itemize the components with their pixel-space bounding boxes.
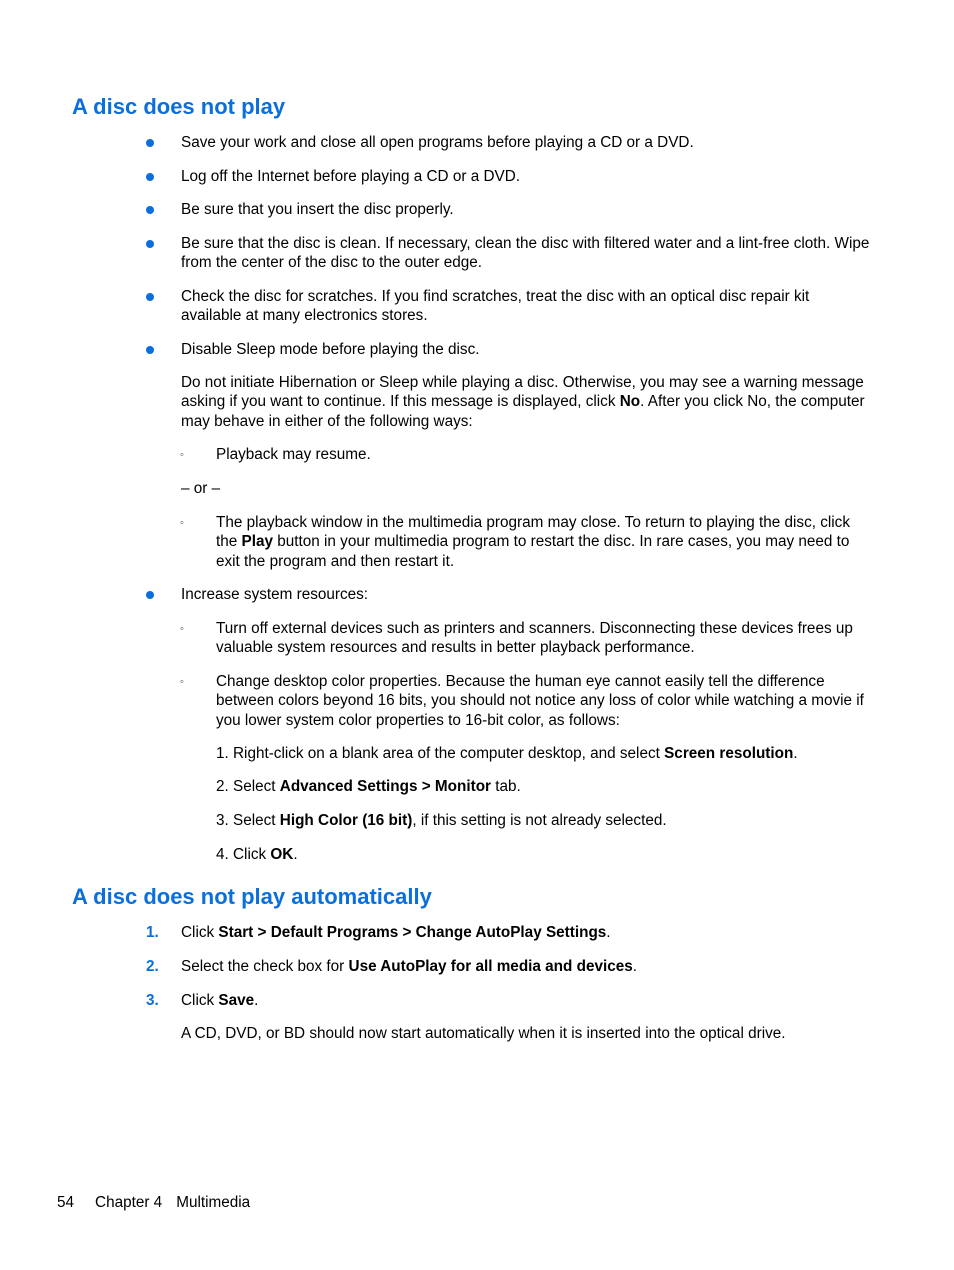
hibernation-paragraph	[181, 373, 871, 431]
color-step	[216, 845, 872, 864]
sub-list-item: Turn off external devices such as printers and scanners. Disconnecting these devices frees up valuable system resources and results in better playback performance.	[216, 620, 853, 657]
bullet-icon	[146, 293, 154, 301]
text-run: 2. Select	[216, 778, 280, 795]
bullet-icon	[146, 240, 154, 248]
step-number: 2.	[146, 958, 159, 975]
step-number: 3.	[146, 992, 159, 1009]
bold-run: Screen resolution	[664, 745, 794, 762]
text-run: .	[293, 846, 298, 863]
text-run: tab.	[491, 778, 521, 795]
text-run: 1. Right-click on a blank area of the computer desktop, and select	[216, 745, 665, 762]
list-item: Be sure that the disc is clean. If necessary, clean the disc with filtered water and a lint-free cloth. Wipe from the center of the disc to the outer edge.	[181, 235, 870, 272]
text-run: .	[606, 924, 611, 941]
footer-title: Multimedia	[176, 1194, 251, 1211]
autoplay-note: A CD, DVD, or BD should now start automatically when it is inserted into the optical drive.	[181, 1025, 786, 1042]
hollow-bullet-icon: ◦	[180, 676, 184, 688]
bullet-icon	[146, 346, 154, 354]
text-run: , if this setting is not already selected.	[412, 812, 667, 829]
bold-run: OK	[270, 846, 294, 863]
bold-run: Advanced Settings > Monitor	[279, 778, 491, 795]
hollow-bullet-icon: ◦	[180, 517, 184, 529]
list-item: Save your work and close all open programs before playing a CD or a DVD.	[181, 134, 694, 151]
list-item: Increase system resources:	[181, 586, 369, 603]
section-title-disc-does-not-play: A disc does not play	[72, 94, 286, 119]
bold-run: Start > Default Programs > Change AutoPlay Settings	[218, 924, 607, 941]
autoplay-step	[181, 923, 871, 942]
text-run: 4. Click	[216, 846, 271, 863]
or-separator: – or –	[181, 480, 221, 497]
bold-run: Play	[241, 533, 273, 551]
text-run: .	[254, 992, 259, 1009]
page-footer	[57, 1193, 250, 1212]
bullet-icon	[146, 173, 154, 181]
color-step	[216, 744, 872, 763]
text-run: . After you click No, the computer may behave in either of the following ways:	[181, 393, 865, 430]
bold-run: No	[619, 393, 641, 411]
text-run: Select the check box for	[181, 958, 349, 975]
color-step	[216, 777, 872, 796]
text-run: Click	[181, 924, 219, 941]
footer-chapter: Chapter 4	[95, 1194, 163, 1211]
page-number: 54	[57, 1194, 75, 1211]
text-run: .	[632, 958, 637, 975]
sub-list-item: Playback may resume.	[216, 446, 371, 463]
text-run: 3. Select	[216, 812, 280, 829]
list-item: Check the disc for scratches. If you find scratches, treat the disc with an optical disc repair kit available at many electronics stores.	[181, 288, 810, 325]
text-run: Click	[181, 992, 219, 1009]
bold-run: Save	[218, 992, 255, 1009]
text-run: The playback window in the multimedia program may close. To return to playing the disc, click the	[216, 514, 850, 551]
step-number: 1.	[146, 924, 159, 941]
text-run: button in your multimedia program to restart the disc. In rare cases, you may need to exit the program and then restart it.	[216, 533, 850, 570]
list-item: Be sure that you insert the disc properly.	[181, 201, 454, 218]
bold-run: Use AutoPlay for all media and devices	[348, 958, 633, 975]
sub-list-item: Change desktop color properties. Because the human eye cannot easily tell the difference between colors beyond 16 bits, you should not notice any loss of color while watching a movie if you lower system color properties to 16-bit color, as follows:	[216, 673, 864, 729]
hollow-bullet-icon: ◦	[180, 623, 184, 635]
bold-run: High Color (16 bit)	[279, 812, 413, 829]
section-title-disc-does-not-play-automatically: A disc does not play automatically	[72, 884, 432, 909]
bullet-icon	[146, 206, 154, 214]
autoplay-step	[181, 991, 871, 1010]
hollow-bullet-icon: ◦	[180, 449, 184, 461]
sub-list-item	[216, 513, 872, 571]
bullet-icon	[146, 139, 154, 147]
list-item: Log off the Internet before playing a CD or a DVD.	[181, 168, 520, 185]
autoplay-step	[181, 957, 871, 976]
text-run: Do not initiate Hibernation or Sleep while playing a disc. Otherwise, you may see a warning message asking if you want to continue. If this message is displayed, click	[181, 374, 864, 411]
text-run: .	[793, 745, 798, 762]
color-step	[216, 811, 872, 830]
bullet-icon	[146, 591, 154, 599]
list-item: Disable Sleep mode before playing the disc.	[181, 341, 480, 358]
